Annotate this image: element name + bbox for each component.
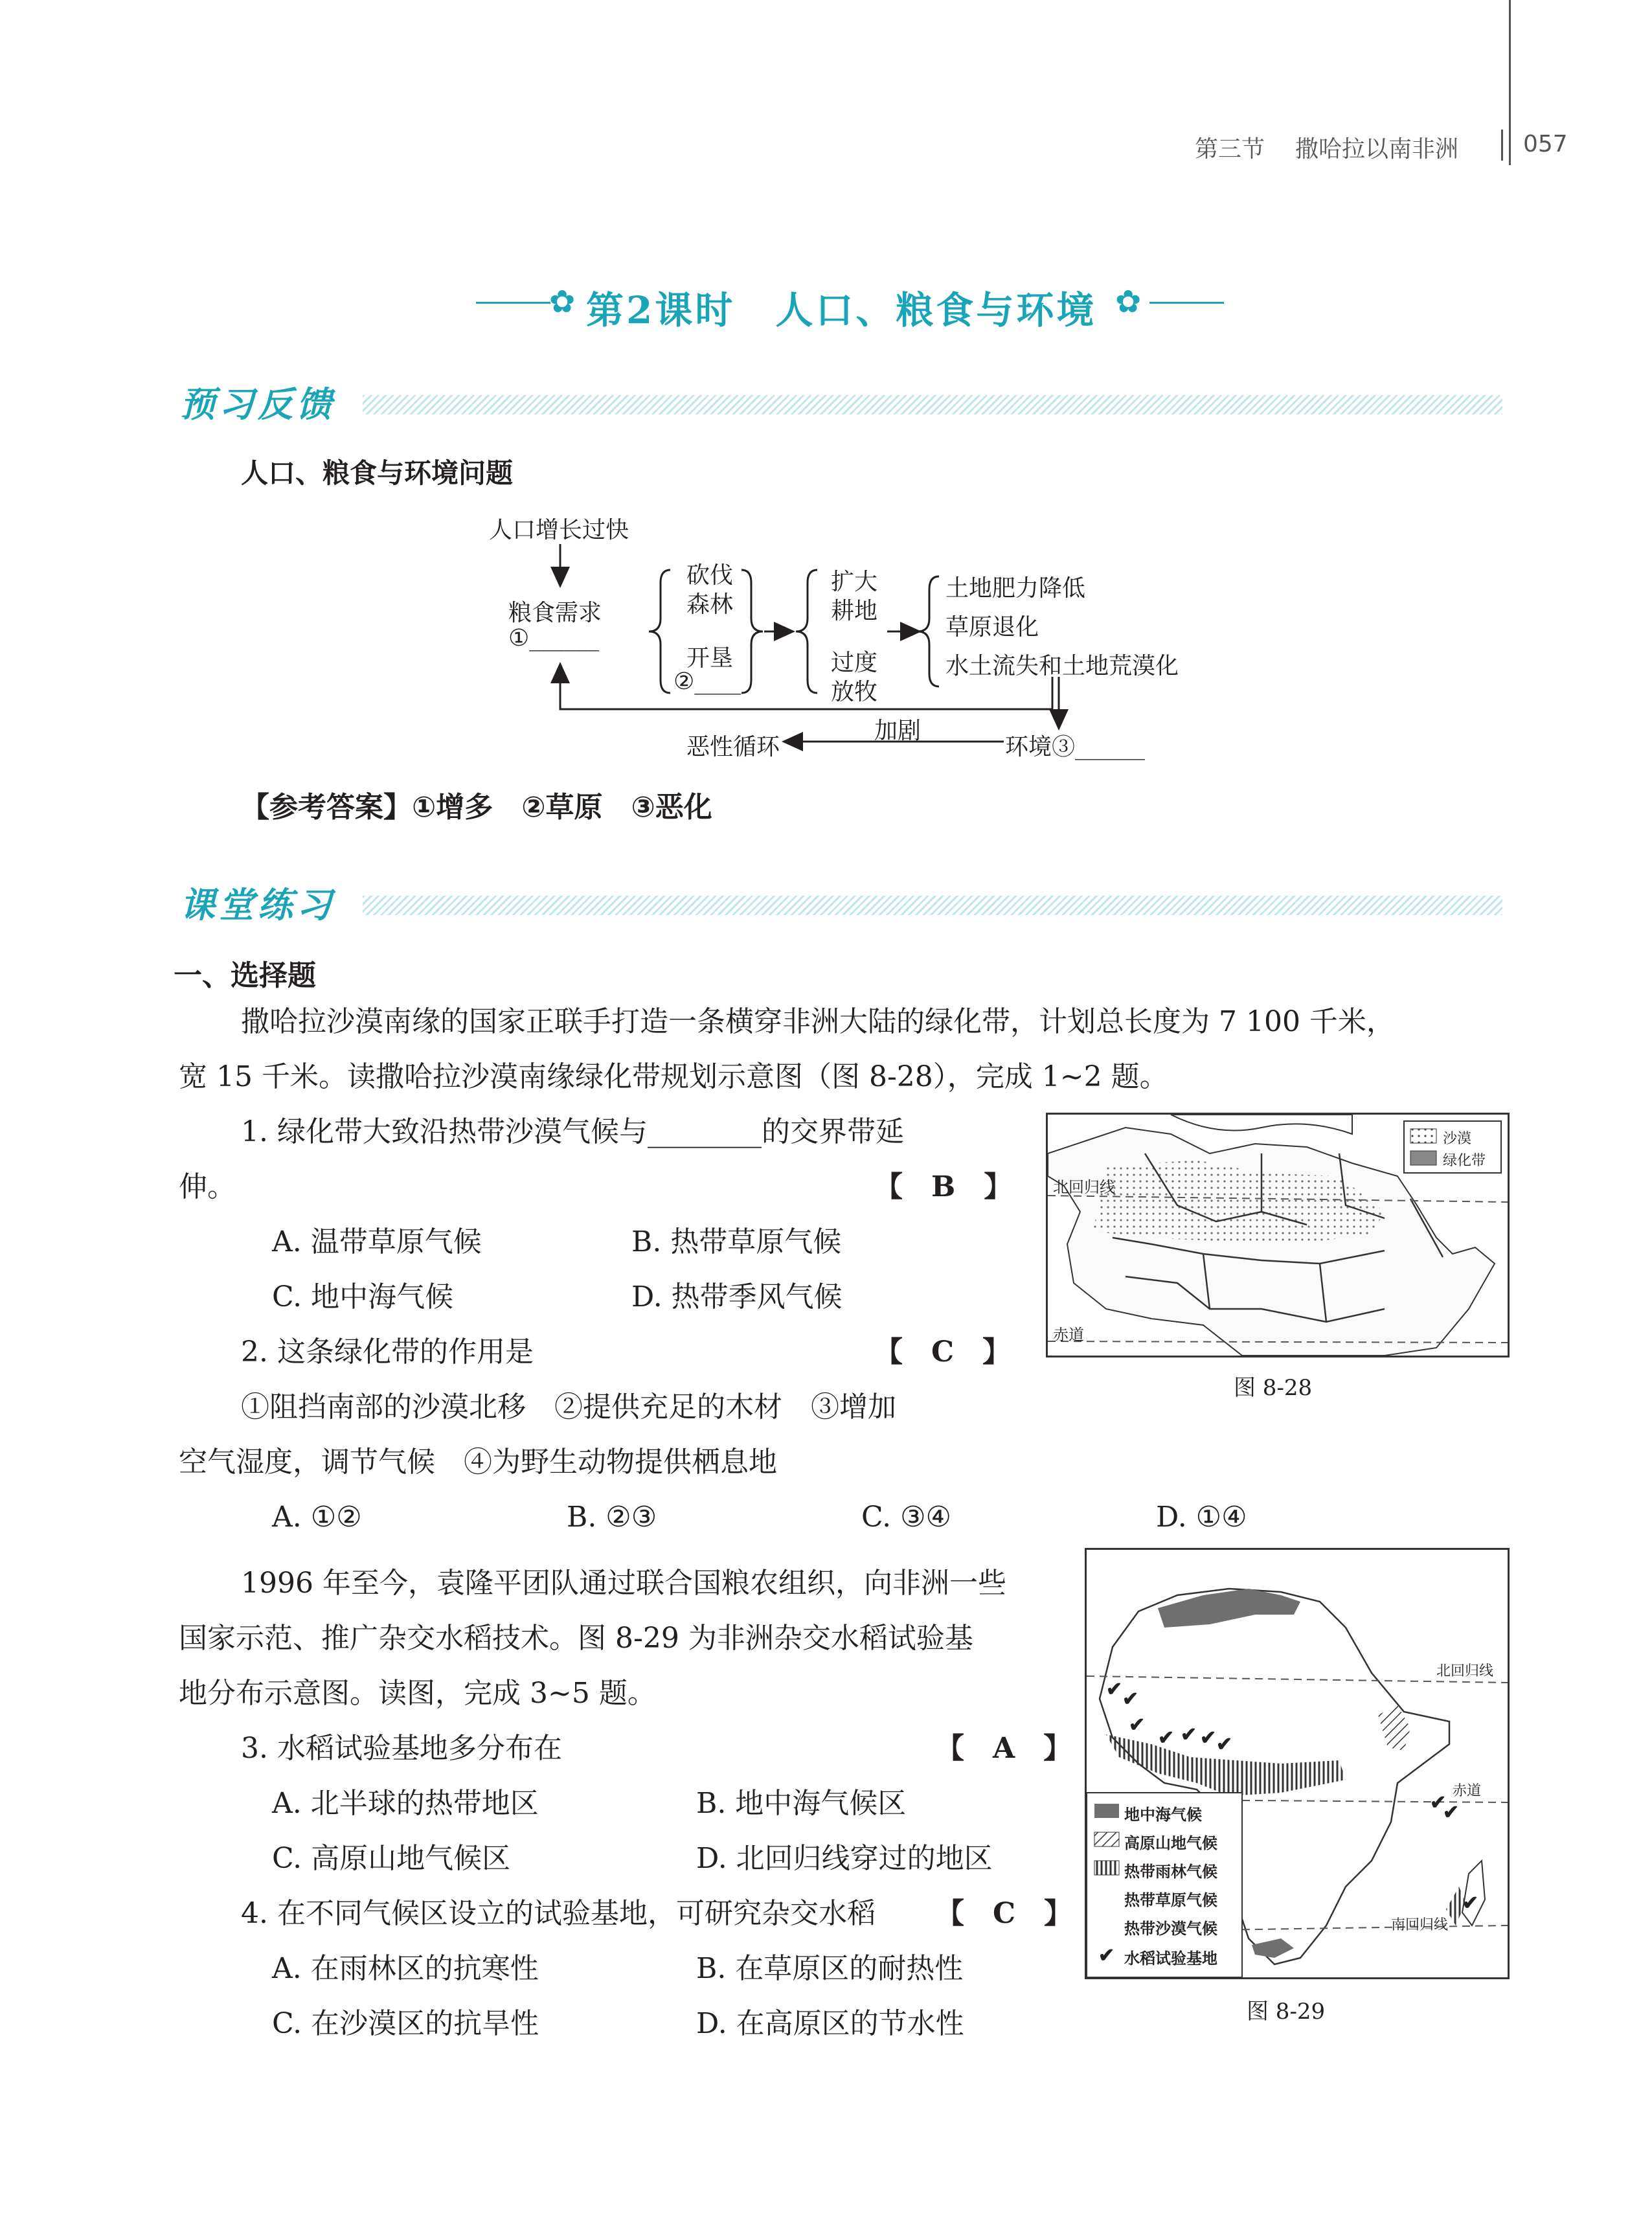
q2-option-a: A. ①②	[272, 1501, 362, 1534]
practice-heading: 课堂练习	[180, 884, 335, 926]
flow-grain-demand: 粮食需求	[508, 600, 602, 626]
tropic-of-cancer-label: 北回归线	[1053, 1178, 1115, 1196]
svg-text:✔: ✔	[1216, 1733, 1233, 1756]
preview-answer: 【参考答案】①增多 ②草原 ③恶化	[241, 791, 712, 824]
svg-text:✔: ✔	[1129, 1714, 1146, 1736]
tropic-n-label: 北回归线	[1436, 1663, 1494, 1679]
q4-option-a: A. 在雨林区的抗寒性	[272, 1952, 539, 1985]
flow-open-1: 开垦	[686, 645, 734, 672]
svg-text:✔: ✔	[1443, 1801, 1460, 1824]
legend-highland: 高原山地气候	[1124, 1834, 1217, 1852]
intro2-line2: 国家示范、推广杂交水稻技术。图 8-29 为非洲杂交水稻试验基	[179, 1622, 973, 1655]
q3-option-d: D. 北回归线穿过的地区	[696, 1842, 993, 1875]
legend-desert-label: 沙漠	[1443, 1131, 1472, 1147]
map-africa-climate	[1087, 1550, 1508, 1977]
q1-option-b: B. 热带草原气候	[631, 1225, 842, 1258]
q4-option-b: B. 在草原区的耐热性	[696, 1952, 964, 1985]
flow-cut-1: 砍伐	[686, 562, 734, 589]
q2-answer: 【 C 】	[874, 1335, 1012, 1369]
q2-statement-1: ①阻挡南部的沙漠北移 ②提供充足的木材 ③增加	[241, 1391, 896, 1424]
q2-option-b: B. ②③	[567, 1501, 657, 1534]
title-ornament-left-icon: ✿	[549, 284, 576, 320]
legend-rice-base: 水稻试验基地	[1124, 1949, 1217, 1968]
practice-heading-hatch	[363, 896, 1502, 915]
flow-result-2: 草原退化	[945, 614, 1039, 641]
legend-greenbelt-label: 绿化带	[1443, 1153, 1486, 1169]
header-chapter-title: 撒哈拉以南非洲	[1295, 136, 1459, 163]
q1-option-d: D. 热带季风气候	[631, 1280, 843, 1313]
q4-stem: 4. 在不同气候区设立的试验基地，可研究杂交水稻	[241, 1897, 876, 1930]
svg-text:✔: ✔	[1106, 1678, 1123, 1701]
flow-environment: 环境③______	[1005, 734, 1146, 760]
preview-subheading: 人口、粮食与环境问题	[241, 457, 514, 489]
part-title: 一、选择题	[174, 959, 316, 992]
legend-rainforest: 热带雨林气候	[1124, 1863, 1217, 1881]
equator-label: 赤道	[1053, 1326, 1084, 1344]
q4-option-c: C. 在沙漠区的抗旱性	[272, 2007, 539, 2040]
q3-stem: 3. 水稻试验基地多分布在	[241, 1732, 562, 1765]
map-north-africa	[1048, 1115, 1508, 1356]
intro2-line3: 地分布示意图。读图，完成 3~5 题。	[179, 1677, 656, 1710]
q1-option-c: C. 地中海气候	[272, 1280, 454, 1313]
q2-option-c: C. ③④	[861, 1501, 951, 1534]
flow-vicious-cycle: 恶性循环	[686, 734, 780, 760]
header-section: 第三节	[1195, 136, 1265, 163]
svg-text:✔: ✔	[1098, 1944, 1115, 1967]
flow-start: 人口增长过快	[489, 517, 629, 543]
intro1-line1: 撒哈拉沙漠南缘的国家正联手打造一条横穿非洲大陆的绿化带，计划总长度为 7 100 千米，	[241, 1005, 1395, 1038]
svg-text:✔: ✔	[1462, 1892, 1479, 1914]
flow-expand-1: 扩大	[831, 569, 878, 595]
flowchart-lines	[0, 0, 1652, 777]
flow-over-1: 过度	[831, 650, 878, 676]
q2-statement-2: 空气湿度，调节气候 ④为野生动物提供栖息地	[179, 1446, 777, 1479]
svg-text:✔: ✔	[1430, 1791, 1447, 1814]
q4-option-d: D. 在高原区的节水性	[696, 2007, 964, 2040]
equator-label-29: 赤道	[1453, 1783, 1482, 1799]
q3-option-b: B. 地中海气候区	[696, 1787, 907, 1820]
figure-8-29	[1085, 1548, 1510, 1979]
q2-stem: 2. 这条绿化带的作用是	[241, 1335, 534, 1369]
intro1-line2: 宽 15 千米。读撒哈拉沙漠南缘绿化带规划示意图（图 8-28），完成 1~2 题。	[179, 1060, 1168, 1093]
flow-open-2: ②____	[673, 668, 741, 695]
q2-option-d: D. ①④	[1156, 1501, 1247, 1534]
q1-answer: 【 B 】	[874, 1170, 1013, 1203]
svg-text:✔: ✔	[1181, 1723, 1197, 1746]
q1-option-a: A. 温带草原气候	[272, 1225, 482, 1258]
q4-answer: 【 C 】	[936, 1897, 1073, 1930]
svg-text:✔: ✔	[1122, 1688, 1139, 1710]
flow-result-1: 土地肥力降低	[945, 575, 1086, 602]
figure-8-28	[1046, 1113, 1510, 1357]
q1-line1: 1. 绿化带大致沿热带沙漠气候与________的交界带延	[241, 1115, 904, 1148]
figure-8-29-caption: 图 8-29	[1247, 1999, 1326, 2025]
q3-option-c: C. 高原山地气候区	[272, 1842, 511, 1875]
flow-grain-blank: ①______	[508, 625, 600, 652]
title-ornament-right-icon: ✿	[1115, 284, 1142, 320]
flow-result-3: 水土流失和土地荒漠化	[945, 653, 1179, 679]
figure-8-28-caption: 图 8-28	[1234, 1375, 1313, 1401]
flow-cut-2: 森林	[686, 591, 734, 618]
svg-text:✔: ✔	[1200, 1727, 1217, 1749]
legend-mediterranean: 地中海气候	[1124, 1806, 1202, 1824]
tropic-s-label: 南回归线	[1391, 1917, 1449, 1933]
flow-aggravate: 加剧	[874, 718, 922, 744]
q3-answer: 【 A 】	[936, 1732, 1072, 1765]
intro2-line1: 1996 年至今，袁隆平团队通过联合国粮农组织，向非洲一些	[241, 1567, 1006, 1600]
flow-expand-2: 耕地	[831, 598, 878, 624]
q1-line2: 伸。	[179, 1170, 236, 1203]
legend-savanna: 热带草原气候	[1124, 1891, 1217, 1909]
q3-option-a: A. 北半球的热带地区	[272, 1787, 539, 1820]
preview-heading: 预习反馈	[180, 383, 335, 425]
flow-over-2: 放牧	[831, 679, 878, 705]
lesson-title: 第2课时 人口、粮食与环境	[586, 288, 1097, 332]
svg-text:✔: ✔	[1158, 1727, 1175, 1749]
page-number: 057	[1523, 131, 1568, 157]
legend-desert-climate: 热带沙漠气候	[1124, 1920, 1217, 1938]
